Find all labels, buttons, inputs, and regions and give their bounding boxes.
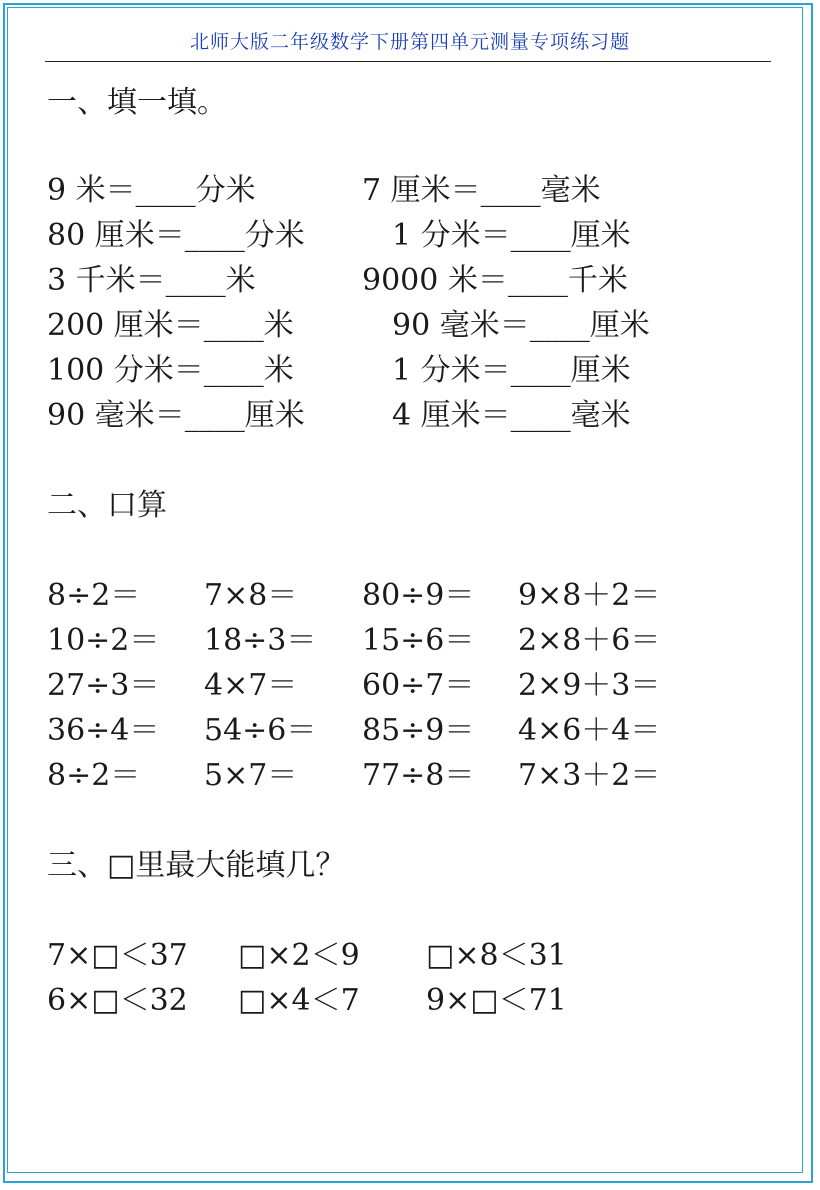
oral-item: 10÷2＝ bbox=[47, 623, 160, 658]
oral-item: 8÷2＝ bbox=[47, 578, 141, 613]
oral-item: 9×8＋2＝ bbox=[518, 578, 661, 613]
oral-item: 7×3＋2＝ bbox=[518, 758, 661, 793]
page-title: 北师大版二年级数学下册第四单元测量专项练习题 bbox=[189, 31, 630, 53]
fill-in-item: 3 千米＝____米 bbox=[47, 263, 256, 298]
max-fill-item: □×2＜9 bbox=[238, 938, 360, 973]
fill-in-item: 80 厘米＝____分米 bbox=[47, 218, 305, 253]
oral-item: 80÷9＝ bbox=[362, 578, 475, 613]
oral-item: 4×6＋4＝ bbox=[518, 713, 661, 748]
oral-item: 54÷6＝ bbox=[204, 713, 317, 748]
fill-in-item: 1 分米＝____厘米 bbox=[392, 353, 631, 388]
oral-item: 27÷3＝ bbox=[47, 668, 160, 703]
fill-in-item: 200 厘米＝____米 bbox=[47, 308, 294, 343]
fill-in-item: 90 毫米＝____厘米 bbox=[47, 398, 305, 433]
max-fill-item: □×4＜7 bbox=[238, 983, 360, 1018]
oral-item: 8÷2＝ bbox=[47, 758, 141, 793]
oral-item: 4×7＝ bbox=[204, 668, 298, 703]
fill-in-item: 1 分米＝____厘米 bbox=[392, 218, 631, 253]
max-fill-item: 7×□＜37 bbox=[47, 938, 188, 973]
fill-in-item: 4 厘米＝____毫米 bbox=[392, 398, 631, 433]
oral-item: 77÷8＝ bbox=[362, 758, 475, 793]
oral-item: 15÷6＝ bbox=[362, 623, 475, 658]
fill-in-item: 9000 米＝____千米 bbox=[362, 263, 628, 298]
max-fill-item: 9×□＜71 bbox=[426, 983, 567, 1018]
fill-in-item: 7 厘米＝____毫米 bbox=[362, 173, 601, 208]
header-divider bbox=[45, 61, 771, 62]
max-fill-item: 6×□＜32 bbox=[47, 983, 188, 1018]
section-1-heading: 一、填一填。 bbox=[47, 85, 227, 120]
fill-in-item: 9 米＝____分米 bbox=[47, 173, 256, 208]
oral-item: 18÷3＝ bbox=[204, 623, 317, 658]
oral-item: 85÷9＝ bbox=[362, 713, 475, 748]
oral-item: 2×9＋3＝ bbox=[518, 668, 661, 703]
section-2-heading: 二、口算 bbox=[47, 488, 167, 523]
oral-item: 60÷7＝ bbox=[362, 668, 475, 703]
oral-item: 36÷4＝ bbox=[47, 713, 160, 748]
fill-in-item: 90 毫米＝____厘米 bbox=[392, 308, 650, 343]
oral-item: 5×7＝ bbox=[204, 758, 298, 793]
section-3-heading: 三、□里最大能填几？ bbox=[47, 848, 346, 883]
max-fill-item: □×8＜31 bbox=[426, 938, 567, 973]
oral-item: 2×8＋6＝ bbox=[518, 623, 661, 658]
fill-in-item: 100 分米＝____米 bbox=[47, 353, 294, 388]
oral-item: 7×8＝ bbox=[204, 578, 298, 613]
